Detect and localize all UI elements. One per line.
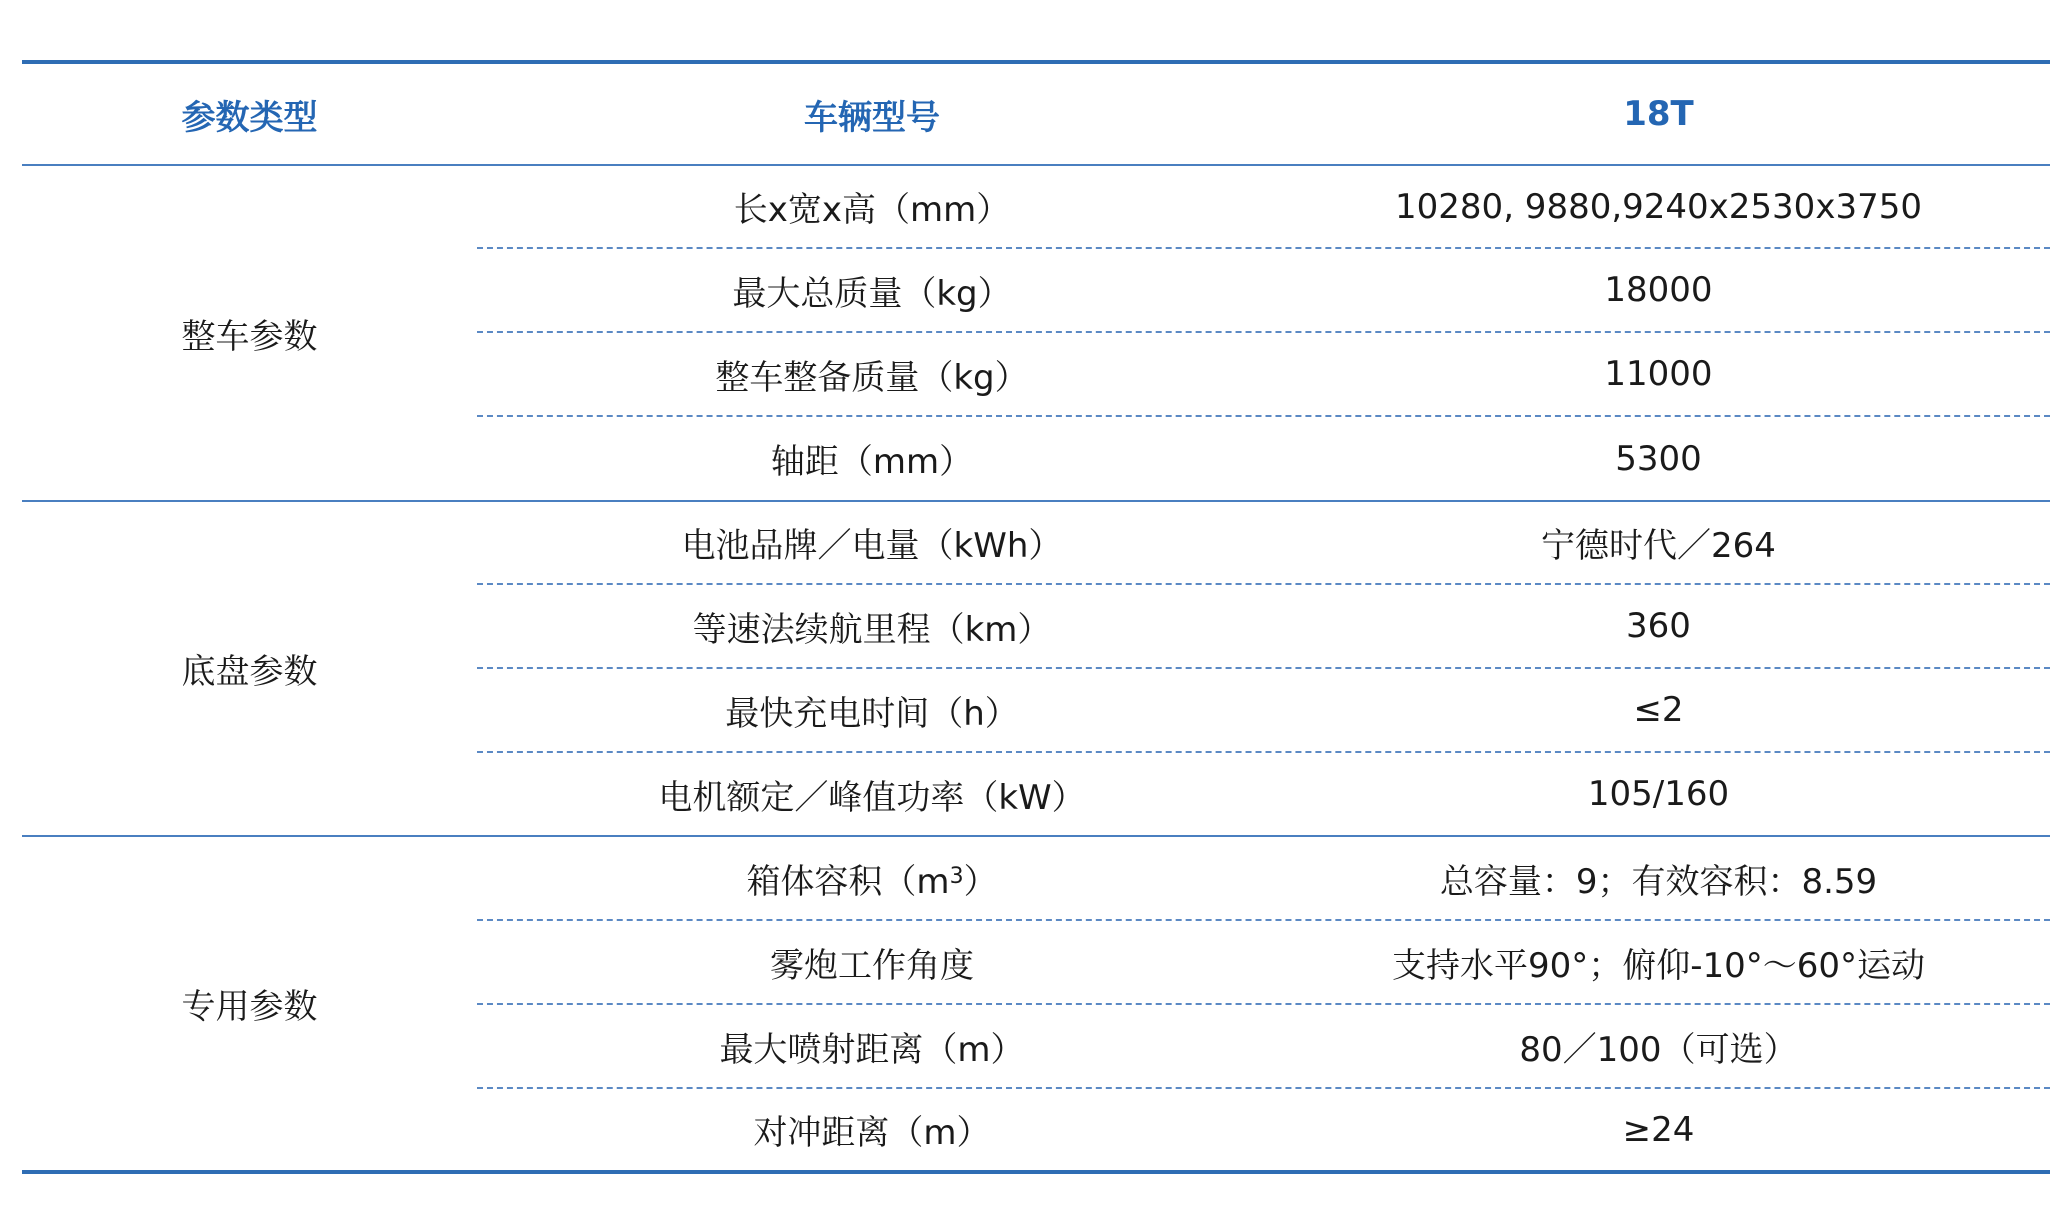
- row-value: 5300: [1615, 438, 1702, 479]
- row-name: 电池品牌／电量（kWh）: [681, 526, 1063, 566]
- table-bottom-rule: [22, 1170, 2050, 1174]
- row-name: 最大总质量（kg）: [732, 273, 1012, 314]
- row-name: 电机额定／峰值功率（kW）: [658, 777, 1086, 818]
- row-name: 等速法续航里程（km）: [692, 609, 1052, 650]
- row-value: 18000: [1604, 270, 1713, 310]
- row-name-text: ）: [963, 861, 998, 902]
- row-name: 长x宽x高（mm）: [733, 190, 1011, 230]
- row-value: 80／100（可选）: [1519, 1029, 1798, 1070]
- row-name: 最大喷射距离（m）: [719, 1029, 1025, 1070]
- group-category: 整车参数: [181, 316, 318, 357]
- header-name: 车辆型号: [804, 97, 940, 138]
- row-value: 105/160: [1587, 774, 1730, 814]
- row-value: 360: [1626, 606, 1691, 646]
- row-name: 轴距（mm）: [770, 442, 974, 482]
- row-name: 对冲距离（m）: [753, 1113, 991, 1153]
- row-value: 10280, 9880,9240x2530x3750: [1395, 186, 1922, 227]
- row-value: ≤2: [1633, 690, 1684, 730]
- spec-table: [22, 60, 2050, 1180]
- row-value: ≥24: [1622, 1109, 1695, 1150]
- header-value: 18T: [1623, 94, 1694, 134]
- header-category: 参数类型: [181, 97, 318, 138]
- row-name: 雾炮工作角度: [770, 945, 974, 986]
- group-category: 底盘参数: [181, 652, 318, 692]
- row-value: 11000: [1604, 354, 1713, 394]
- row-value: 总容量：9；有效容积：8.59: [1439, 861, 1878, 902]
- row-value: 宁德时代／264: [1541, 526, 1776, 566]
- row-name: [477, 837, 1267, 919]
- group-category: 专用参数: [181, 987, 318, 1027]
- row-name: 最快充电时间（h）: [725, 693, 1019, 734]
- row-name-text: 箱体容积（m: [746, 861, 950, 902]
- row-value: 支持水平90°；俯仰-10°～60°运动: [1391, 945, 1926, 986]
- row-name: 整车整备质量（kg）: [715, 357, 1029, 398]
- superscript: 3: [949, 863, 964, 889]
